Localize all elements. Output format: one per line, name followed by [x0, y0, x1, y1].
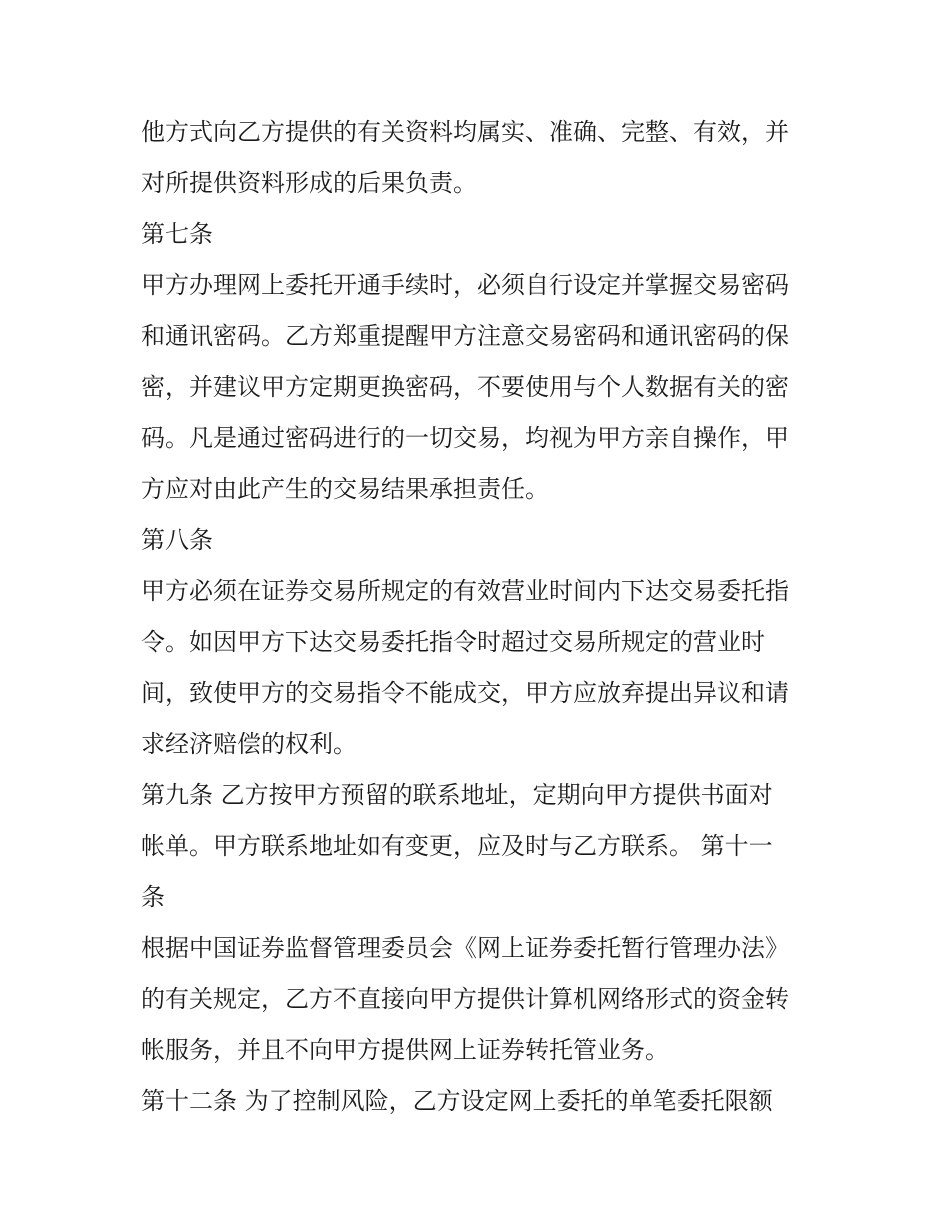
- text-line: 第十二条 为了控制风险，乙方设定网上委托的单笔委托限额: [141, 1087, 773, 1115]
- text-line: 令。如因甲方下达交易委托指令时超过交易所规定的营业时: [141, 628, 765, 656]
- text-line: 和通讯密码。乙方郑重提醒甲方注意交易密码和通讯密码的保: [141, 322, 789, 350]
- document-body: [141, 107, 821, 1127]
- text-line: 间，致使甲方的交易指令不能成交，甲方应放弃提出异议和请: [141, 679, 789, 707]
- text-line: 根据中国证券监督管理委员会《网上证券委托暂行管理办法》: [141, 934, 789, 962]
- text-line: 帐服务，并且不向甲方提供网上证券转托管业务。: [141, 1036, 669, 1064]
- text-line: 的有关规定，乙方不直接向甲方提供计算机网络形式的资金转: [141, 985, 789, 1013]
- text-line: 求经济赔偿的权利。: [141, 730, 357, 758]
- text-line: 密，并建议甲方定期更换密码，不要使用与个人数据有关的密: [141, 373, 789, 401]
- text-line: 方应对由此产生的交易结果承担责任。: [141, 475, 549, 503]
- text-line: 对所提供资料形成的后果负责。: [141, 169, 477, 197]
- text-line: 他方式向乙方提供的有关资料均属实、准确、完整、有效，并: [141, 118, 789, 146]
- text-line: 甲方必须在证券交易所规定的有效营业时间内下达交易委托指: [141, 577, 789, 605]
- text-line: 甲方办理网上委托开通手续时，必须自行设定并掌握交易密码: [141, 271, 789, 299]
- text-line: 码。凡是通过密码进行的一切交易，均视为甲方亲自操作，甲: [141, 424, 789, 452]
- article-heading: 第七条: [141, 220, 213, 248]
- article-heading: 第八条: [141, 526, 213, 554]
- text-line: 条: [141, 883, 165, 911]
- text-line: 第九条 乙方按甲方预留的联系地址，定期向甲方提供书面对: [141, 781, 773, 809]
- text-line: 帐单。甲方联系地址如有变更，应及时与乙方联系。 第十一: [141, 832, 773, 860]
